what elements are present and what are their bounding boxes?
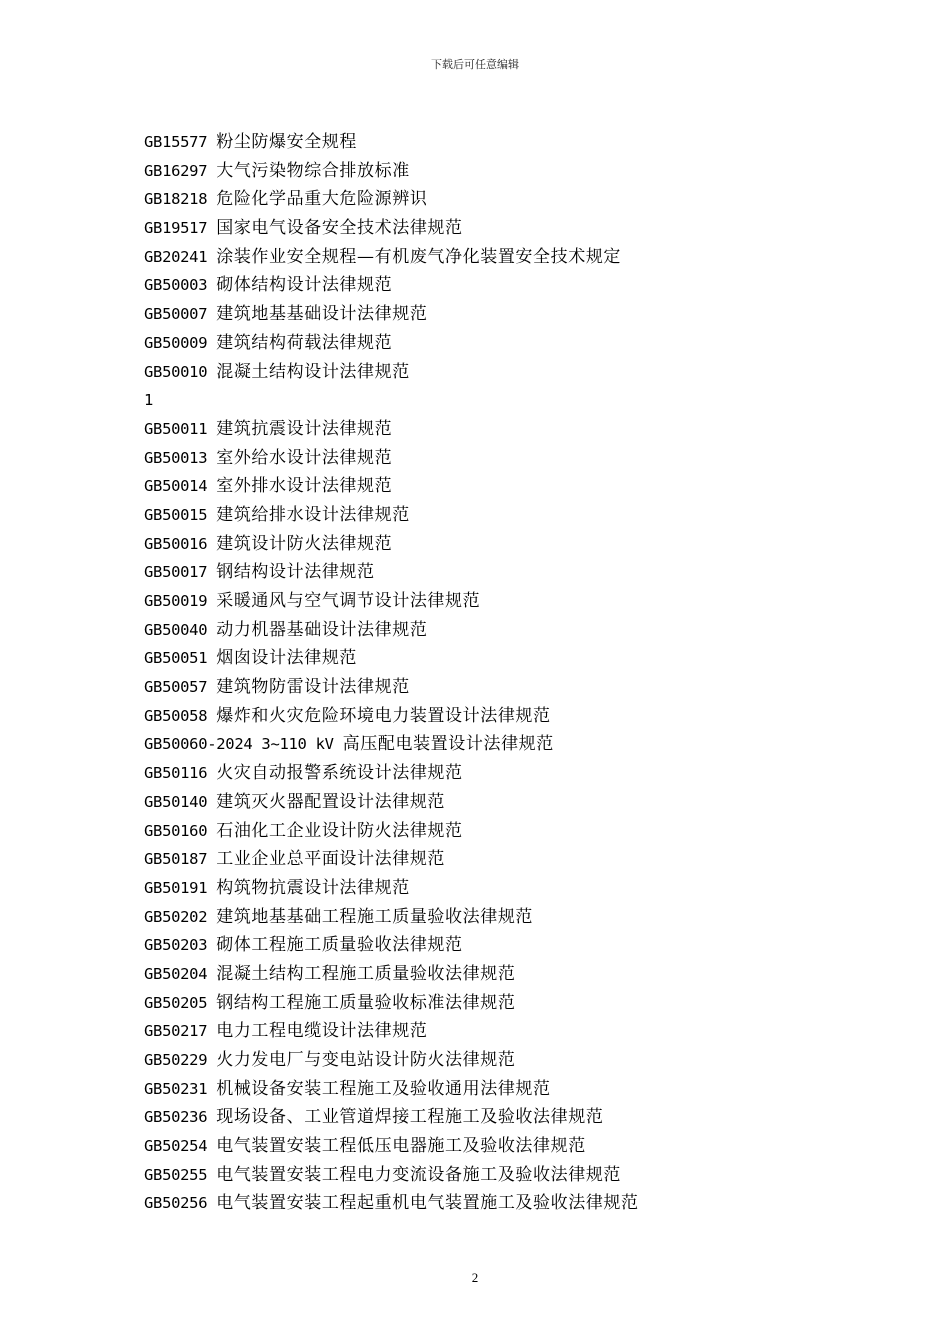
standard-code: GB50016 xyxy=(144,534,208,553)
standard-title: 火力发电厂与变电站设计防火法律规范 xyxy=(216,1050,516,1070)
standard-entry xyxy=(144,300,864,329)
standard-title: 危险化学品重大危险源辨识 xyxy=(216,189,428,210)
standard-code: GB50229 xyxy=(144,1051,208,1069)
standard-title: 建筑结构荷载法律规范 xyxy=(216,332,393,353)
standard-entry xyxy=(144,616,864,645)
standard-title: 机械设备安装工程施工及验收通用法律规范 xyxy=(216,1078,551,1099)
standard-code: GB50116 xyxy=(144,764,208,783)
standard-code: GB50040 xyxy=(144,620,208,639)
standard-code: GB16297 xyxy=(144,161,208,180)
standard-entry xyxy=(144,329,864,358)
standard-code: GB50256 xyxy=(144,1194,208,1213)
page-header-note: 下载后可任意编辑 xyxy=(431,58,519,71)
standard-code: GB50187 xyxy=(144,850,208,869)
standard-entry xyxy=(144,558,864,587)
standard-entry xyxy=(144,931,864,960)
standard-code: GB50254 xyxy=(144,1137,208,1156)
standard-title: 室外给水设计法律规范 xyxy=(216,447,393,468)
standard-title: 石油化工企业设计防火法律规范 xyxy=(216,820,463,841)
standard-entry xyxy=(144,1132,864,1161)
standard-code: GB20241 xyxy=(144,247,208,266)
standard-title: 电气装置安装工程起重机电气装置施工及验收法律规范 xyxy=(216,1193,639,1214)
standard-entry xyxy=(144,501,864,530)
standard-title: 烟囱设计法律规范 xyxy=(216,648,358,669)
standard-title: 粉尘防爆安全规程 xyxy=(216,132,358,152)
standard-code: GB50009 xyxy=(144,333,208,352)
standard-entry xyxy=(144,702,864,731)
standard-code: GB50003 xyxy=(144,276,208,295)
standard-title: 爆炸和火灾危险环境电力装置设计法律规范 xyxy=(216,705,551,726)
standard-title: 建筑抗震设计法律规范 xyxy=(216,418,393,439)
standard-entry xyxy=(144,1103,864,1132)
standard-code: GB50015 xyxy=(144,505,208,524)
standard-entry xyxy=(144,587,864,616)
standard-title: 电气装置安装工程电力变流设备施工及验收法律规范 xyxy=(216,1164,622,1185)
standard-title: 工业企业总平面设计法律规范 xyxy=(216,849,446,870)
standard-code: GB50203 xyxy=(144,936,208,955)
standard-entry xyxy=(144,1046,864,1075)
standard-entry xyxy=(144,214,864,243)
standard-entry xyxy=(144,243,864,272)
standard-entry xyxy=(144,157,864,186)
standard-entry xyxy=(144,817,864,846)
standard-entry xyxy=(144,845,864,874)
standard-title: 大气污染物综合排放标准 xyxy=(216,160,410,181)
standard-title: 现场设备、工业管道焊接工程施工及验收法律规范 xyxy=(216,1107,604,1128)
standard-entry xyxy=(144,644,864,673)
standard-title: 高压配电装置设计法律规范 xyxy=(342,734,554,755)
standard-code: GB50057 xyxy=(144,678,208,697)
standard-code: GB50060-2024 3~110 kV xyxy=(144,735,334,754)
standard-title: 建筑设计防火法律规范 xyxy=(216,533,393,554)
standard-code: GB50058 xyxy=(144,706,208,725)
standard-title: 构筑物抗震设计法律规范 xyxy=(216,877,410,898)
standard-code: GB50010 xyxy=(144,362,208,381)
standard-entry xyxy=(144,1017,864,1046)
standard-title: 钢结构工程施工质量验收标准法律规范 xyxy=(216,992,516,1013)
standard-title: 砌体结构设计法律规范 xyxy=(216,275,393,296)
standard-entry xyxy=(144,788,864,817)
standard-title: 国家电气设备安全技术法律规范 xyxy=(216,218,463,239)
standard-entry xyxy=(144,730,864,759)
standard-code: GB50231 xyxy=(144,1079,208,1098)
standard-code: GB19517 xyxy=(144,219,208,238)
standard-title: 混凝土结构工程施工质量验收法律规范 xyxy=(216,963,516,984)
standard-code: GB50202 xyxy=(144,907,208,926)
standard-entry xyxy=(144,1161,864,1190)
standard-code: GB50160 xyxy=(144,821,208,840)
standard-title: 建筑地基基础工程施工质量验收法律规范 xyxy=(216,906,534,927)
standard-title: 电力工程电缆设计法律规范 xyxy=(216,1021,428,1042)
standard-title: 钢结构设计法律规范 xyxy=(216,562,375,583)
standard-title: 动力机器基础设计法律规范 xyxy=(216,619,428,640)
standard-entry xyxy=(144,386,864,415)
standard-title: 建筑地基基础设计法律规范 xyxy=(216,304,428,325)
standard-title: 电气装置安装工程低压电器施工及验收法律规范 xyxy=(216,1136,586,1157)
standard-entry xyxy=(144,415,864,444)
standard-entry xyxy=(144,185,864,214)
standard-entry xyxy=(144,128,864,157)
standard-code: GB50140 xyxy=(144,792,208,811)
standard-code: GB50011 xyxy=(144,419,208,438)
page-number: 2 xyxy=(471,1270,479,1285)
standard-entry xyxy=(144,759,864,788)
standard-code: GB50007 xyxy=(144,305,208,324)
standard-code: GB50191 xyxy=(144,878,208,897)
standards-list xyxy=(144,128,864,1218)
standard-code: GB50236 xyxy=(144,1108,208,1127)
standard-code: GB50205 xyxy=(144,993,208,1012)
standard-title: 砌体工程施工质量验收法律规范 xyxy=(216,935,463,956)
standard-title: 建筑物防雷设计法律规范 xyxy=(216,677,410,698)
standard-code: GB50051 xyxy=(144,649,208,668)
standard-title: 混凝土结构设计法律规范 xyxy=(216,361,410,382)
standard-entry xyxy=(144,903,864,932)
standard-entry xyxy=(144,530,864,559)
standard-code: GB50014 xyxy=(144,477,208,496)
standard-entry xyxy=(144,989,864,1018)
standard-title: 采暖通风与空气调节设计法律规范 xyxy=(216,591,481,611)
standard-title: 建筑灭火器配置设计法律规范 xyxy=(216,791,446,812)
standard-code: GB50217 xyxy=(144,1022,208,1041)
standard-title: 建筑给排水设计法律规范 xyxy=(216,504,410,525)
standard-entry xyxy=(144,874,864,903)
standard-title: 火灾自动报警系统设计法律规范 xyxy=(216,763,463,784)
standard-code: GB50019 xyxy=(144,592,208,610)
standard-entry xyxy=(144,673,864,702)
standard-entry xyxy=(144,271,864,300)
standard-code: GB50013 xyxy=(144,448,208,467)
standard-title: 涂装作业安全规程—有机废气净化装置安全技术规定 xyxy=(216,246,622,267)
standard-code: 1 xyxy=(144,391,154,410)
standard-entry xyxy=(144,1189,864,1218)
standard-code: GB15577 xyxy=(144,133,208,151)
standard-code: GB18218 xyxy=(144,190,208,209)
standard-entry xyxy=(144,358,864,387)
standard-entry xyxy=(144,960,864,989)
standard-code: GB50255 xyxy=(144,1165,208,1184)
standard-entry xyxy=(144,472,864,501)
standard-code: GB50017 xyxy=(144,563,208,582)
standard-entry xyxy=(144,1075,864,1104)
standard-title: 室外排水设计法律规范 xyxy=(216,476,393,497)
standard-entry xyxy=(144,444,864,473)
standard-code: GB50204 xyxy=(144,964,208,983)
